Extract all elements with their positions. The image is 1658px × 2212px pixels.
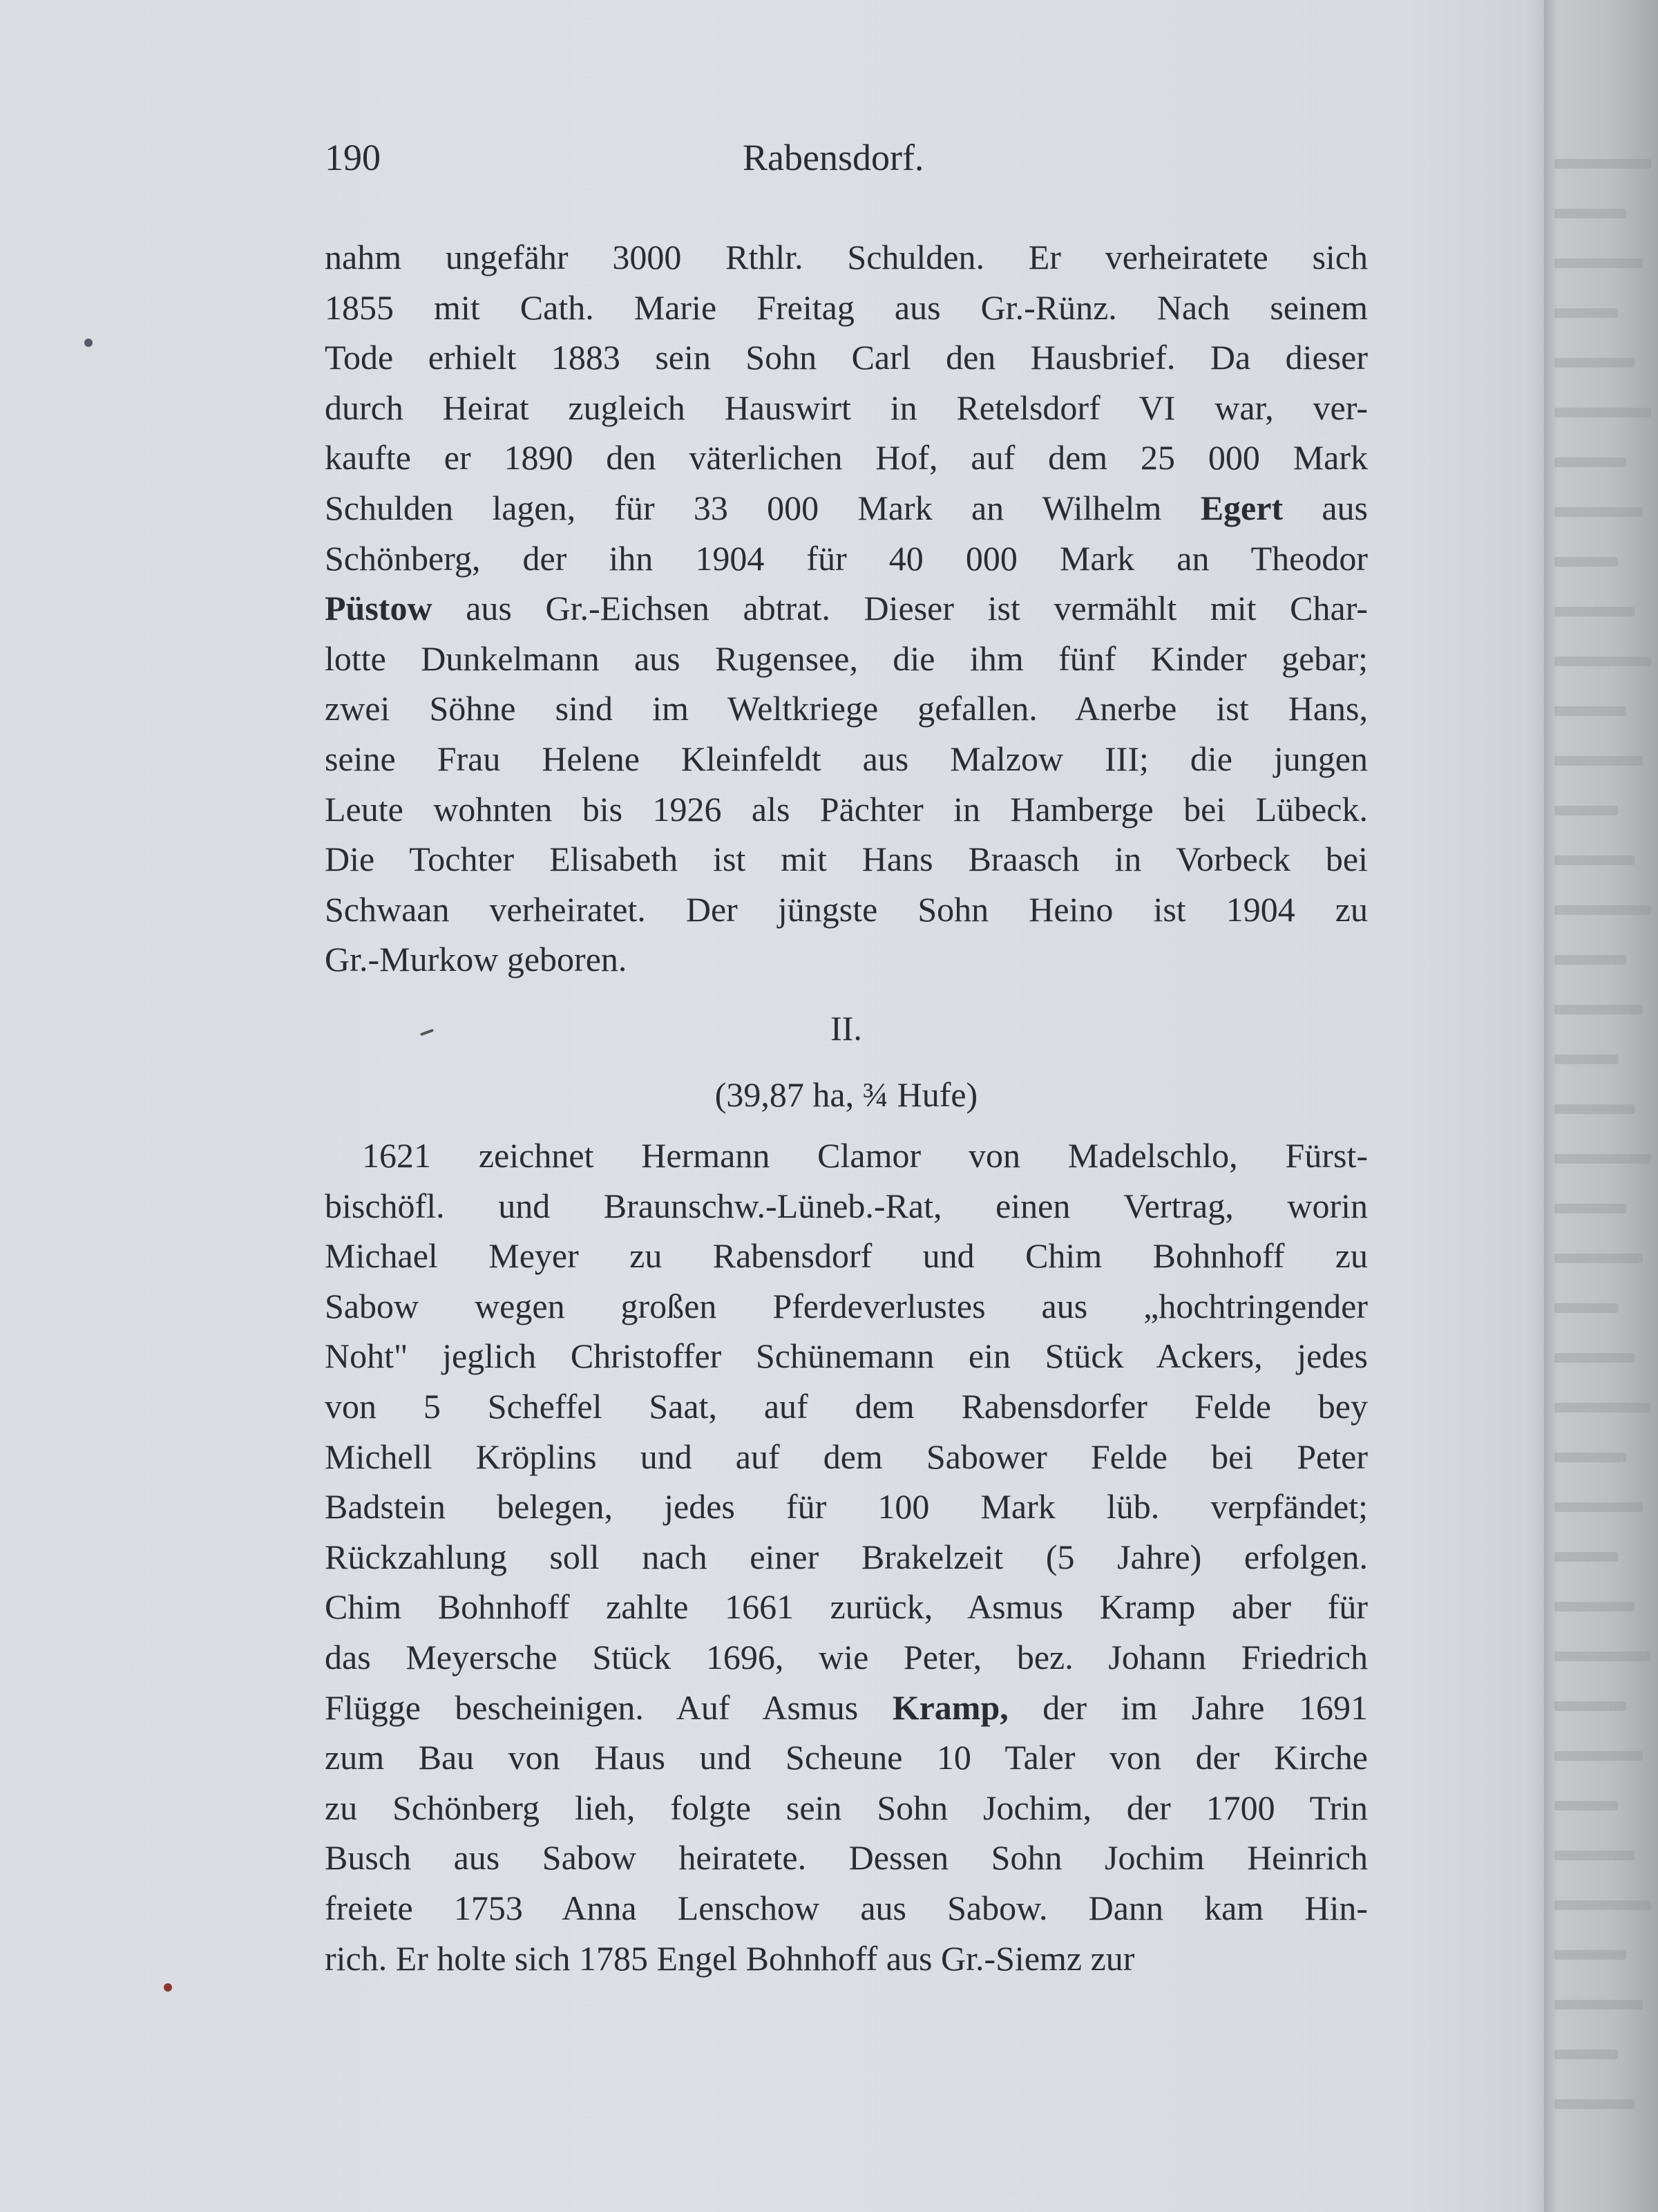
bleed-line [1554, 1353, 1635, 1363]
text-line [325, 683, 1368, 733]
bleed-line [1554, 905, 1651, 915]
text-line [325, 1683, 1368, 1732]
text-line [325, 885, 1368, 934]
text-line [325, 934, 1368, 984]
text-line [325, 1131, 1368, 1180]
text-segment: aus [1283, 489, 1368, 527]
bleed-line [1554, 607, 1635, 616]
bleed-line [1554, 1602, 1635, 1611]
text-segment: Michael Meyer zu Rabensdorf und Chim Bohnhoff zu [325, 1236, 1368, 1276]
text-segment: Tode erhielt 1883 sein Sohn Carl den Hausbrief. Da dieser [325, 338, 1368, 377]
text-segment: 1621 zeichnet Hermann Clamor von Madelschlo, Fürst- [362, 1136, 1368, 1175]
bleed-line [1554, 856, 1635, 865]
text-line [325, 583, 1368, 633]
text-line [325, 734, 1368, 784]
bleed-line [1554, 1502, 1643, 1512]
bleed-line [1554, 2050, 1618, 2059]
bleed-line [1554, 1801, 1618, 1811]
text-segment: zum Bau von Haus und Scheune 10 Taler von der Kirche [325, 1738, 1368, 1777]
bleed-line [1554, 1254, 1643, 1263]
text-segment: Chim Bohnhoff zahlte 1661 zurück, Asmus Kramp aber für [325, 1587, 1368, 1627]
bleed-line [1554, 2099, 1635, 2109]
bleed-line [1554, 457, 1626, 467]
text-segment: rich. Er holte sich 1785 Engel Bohnhoff aus Gr.-Siemz zur [325, 1938, 1135, 1978]
text-segment: Leute wohnten bis 1926 als Pächter in Hamberge bei Lübeck. [325, 789, 1368, 829]
page-number: 190 [325, 137, 381, 178]
paper-speck [164, 1983, 172, 1992]
text-line [325, 1783, 1368, 1833]
text-line [325, 1331, 1368, 1381]
bleed-line [1554, 1851, 1635, 1860]
bleed-line [1554, 1303, 1618, 1313]
text-line [325, 483, 1368, 533]
text-line [325, 232, 1368, 282]
text-segment: von 5 Scheffel Saat, auf dem Rabensdorfer Felde bey [325, 1387, 1368, 1426]
text-segment: Noht" jeglich Christoffer Schünemann ein Stück Ackers, jedes [325, 1336, 1368, 1376]
section-subtitle: (39,87 ha, ¾ Hufe) [714, 1075, 978, 1114]
bleed-line [1554, 756, 1643, 766]
text-line [325, 433, 1368, 482]
text-segment: kaufte er 1890 den väterlichen Hof, auf dem 25 000 Mark [325, 438, 1368, 478]
bleed-line [1554, 1552, 1618, 1562]
text-line [325, 1532, 1368, 1582]
text-segment: durch Heirat zugleich Hauswirt in Retelsdorf VI war, ver- [325, 388, 1368, 427]
text-segment: nahm ungefähr 3000 Rthlr. Schulden. Er verheiratete sich [325, 238, 1368, 276]
text-segment: Schwaan verheiratet. Der jüngste Sohn Heino ist 1904 zu [325, 889, 1368, 929]
text-segment: freiete 1753 Anna Lenschow aus Sabow. Dann kam Hin- [325, 1889, 1368, 1927]
text-segment: Gr.-Murkow geboren. [325, 940, 627, 979]
text-line [325, 1381, 1368, 1431]
text-line [325, 1432, 1368, 1482]
text-line [325, 1632, 1368, 1682]
bleed-line [1554, 1950, 1626, 1960]
text-segment: das Meyersche Stück 1696, wie Peter, bez. Johann Friedrich [325, 1638, 1368, 1676]
text-segment: Schulden lagen, für 33 000 Mark an Wilhelm [325, 489, 1201, 527]
text-segment: Schönberg, der ihn 1904 für 40 000 Mark an Theodor [325, 538, 1368, 578]
bleed-line [1554, 258, 1643, 268]
bleed-line [1554, 557, 1618, 567]
text-segment: Michell Kröplins und auf dem Sabower Felde bei Peter [325, 1437, 1368, 1476]
text-segment: 1855 mit Cath. Marie Freitag aus Gr.-Rünz. Nach seinem [325, 287, 1368, 327]
bleed-line [1554, 1204, 1626, 1213]
bleed-line [1554, 358, 1635, 368]
bleed-line [1554, 656, 1651, 666]
bleed-line [1554, 507, 1643, 517]
text-line [325, 1833, 1368, 1882]
running-title: Rabensdorf. [743, 137, 924, 178]
text-line [325, 332, 1368, 382]
bleed-line [1554, 955, 1626, 965]
text-segment: der im Jahre 1691 [1008, 1688, 1369, 1727]
text-line [325, 1883, 1368, 1933]
text-segment: Busch aus Sabow heiratete. Dessen Sohn Jochim Heinrich [325, 1838, 1368, 1878]
text-segment: zwei Söhne sind im Weltkriege gefallen. Anerbe ist Hans, [325, 689, 1368, 728]
text-segment: bischöfl. und Braunschw.-Lüneb.-Rat, einen Vertrag, worin [325, 1186, 1368, 1225]
bleed-line [1554, 1453, 1626, 1462]
bleed-line [1554, 1751, 1643, 1761]
text-segment: Flügge bescheinigen. Auf Asmus [325, 1688, 893, 1727]
text-segment: Rückzahlung soll nach einer Brakelzeit (5 Jahre) erfolgen. [325, 1537, 1368, 1576]
bleed-line [1554, 209, 1626, 218]
text-line [325, 1482, 1368, 1531]
bleed-line [1554, 1403, 1651, 1412]
bleed-line [1554, 159, 1651, 169]
bleed-line [1554, 806, 1618, 815]
text-segment: seine Frau Helene Kleinfeldt aus Malzow III; die jungen [325, 739, 1368, 778]
text-line [325, 1231, 1368, 1280]
bleed-line [1554, 1005, 1643, 1014]
bleed-line [1554, 1154, 1651, 1164]
paper-speck [84, 339, 93, 347]
bold-name: Kramp, [892, 1688, 1009, 1727]
bleed-line [1554, 308, 1618, 318]
text-segment: aus Gr.-Eichsen abtrat. Dieser ist vermählt mit Char- [432, 589, 1368, 628]
text-segment: Die Tochter Elisabeth ist mit Hans Braasch in Vorbeck bei [325, 840, 1368, 879]
text-line [325, 383, 1368, 433]
text-segment: Badstein belegen, jedes für 100 Mark lüb. verpfändet; [325, 1487, 1368, 1526]
text-line [325, 1281, 1368, 1331]
text-segment: lotte Dunkelmann aus Rugensee, die ihm fünf Kinder gebar; [325, 639, 1368, 678]
bleed-line [1554, 2000, 1643, 2010]
bleed-line [1554, 706, 1626, 716]
bleed-line [1554, 1652, 1651, 1661]
text-line [325, 784, 1368, 834]
text-line [325, 834, 1368, 884]
section-number: II. [830, 1009, 862, 1048]
text-line [325, 1732, 1368, 1782]
text-line [325, 533, 1368, 583]
text-line [325, 1181, 1368, 1231]
text-line [325, 1934, 1368, 1983]
text-line [325, 1582, 1368, 1632]
text-line [325, 283, 1368, 332]
text-segment: zu Schönberg lieh, folgte sein Sohn Jochim, der 1700 Trin [325, 1788, 1368, 1827]
bold-name: Püstow [325, 589, 432, 628]
bleed-line [1554, 1900, 1651, 1910]
bleed-line [1554, 408, 1651, 417]
bold-name: Egert [1200, 489, 1284, 527]
text-segment: Sabow wegen großen Pferdeverlustes aus „hochtringender [325, 1286, 1368, 1325]
text-line [325, 634, 1368, 683]
bleed-line [1554, 1701, 1626, 1711]
bleed-line [1554, 1055, 1618, 1064]
bleed-line [1554, 1104, 1635, 1114]
